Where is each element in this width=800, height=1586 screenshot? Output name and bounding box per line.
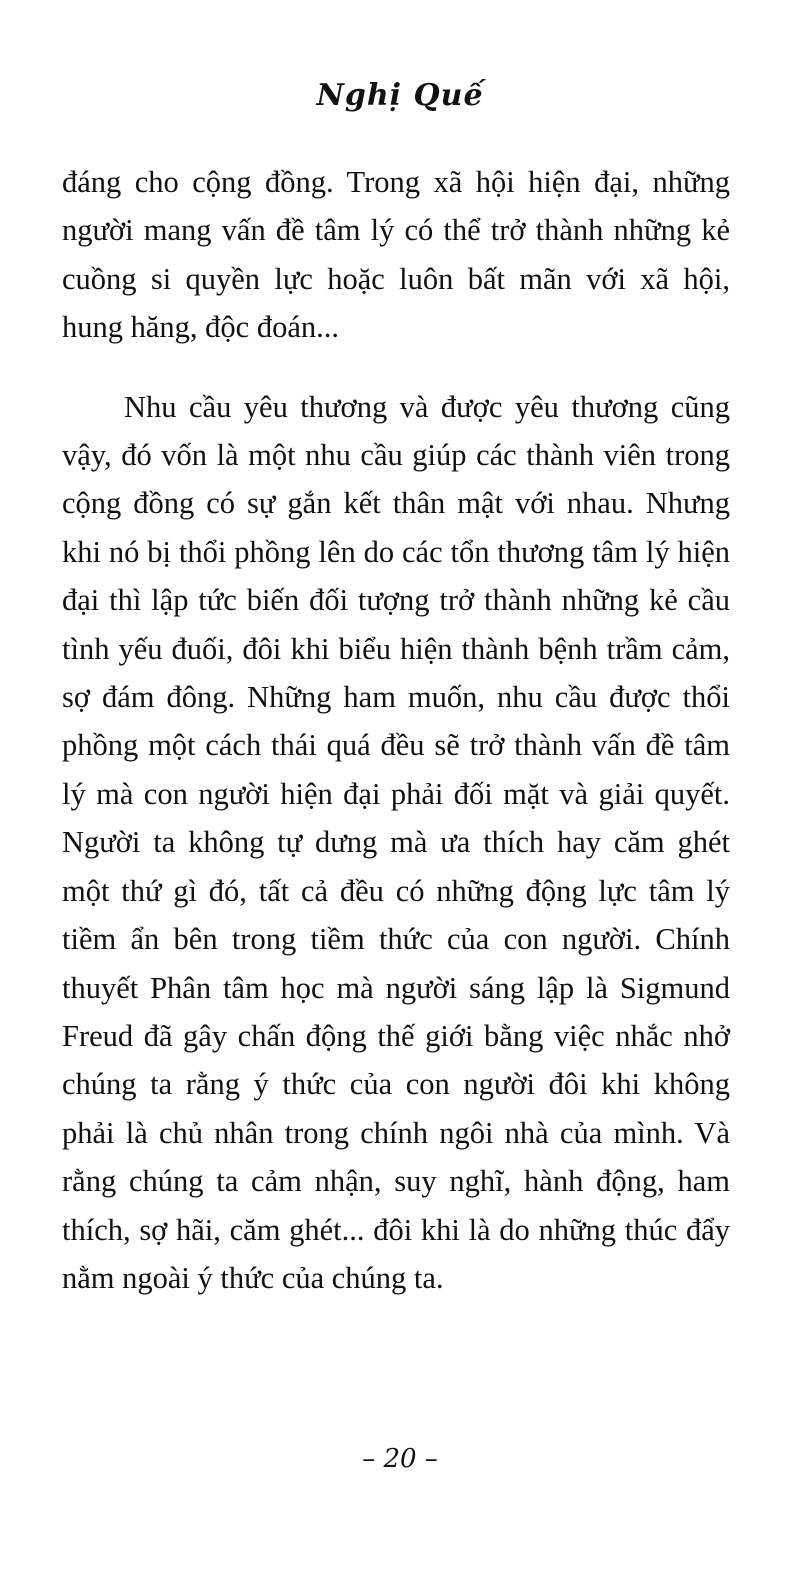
running-header-author: Nghị Quế xyxy=(316,78,484,113)
paragraph-continuation: đáng cho cộng đồng. Trong xã hội hiện đại, những người mang vấn đề tâm lý có thể trở thành những kẻ cuồng si quyền lực hoặc luôn bất mãn với xã hội, hung hăng, độc đoán... xyxy=(62,165,730,345)
paragraph: Nhu cầu yêu thương và được yêu thương cũng vậy, đó vốn là một nhu cầu giúp các thành viên trong cộng đồng có sự gắn kết thân mật với nhau. Nhưng khi nó bị thổi phồng lên do các tổn thương tâm lý hiện đại thì lập tức biến đối tượng trở thành những kẻ cầu tình yếu đuối, đôi khi biểu hiện thành bệnh trầm cảm, sợ đám đông. Những ham muốn, nhu cầu được thổi phồng một cách thái quá đều sẽ trở thành vấn đề tâm lý mà con người hiện đại phải đối mặt và giải quyết. Người ta không tự dưng mà ưa thích hay căm ghét một thứ gì đó, tất cả đều có những động lực tâm lý tiềm ẩn bên trong tiềm thức của con người. Chính thuyết Phân tâm học mà người sáng lập là Sigmund Freud đã gây chấn động thế giới bằng việc nhắc nhở chúng ta rằng ý thức của con người đôi khi không phải là chủ nhân trong chính ngôi nhà của mình. Và rằng chúng ta cảm nhận, suy nghĩ, hành động, ham thích, sợ hãi, căm ghét... đôi khi là do những thúc đẩy nằm ngoài ý thức của chúng ta. xyxy=(62,389,730,1295)
page-body xyxy=(62,158,730,1302)
page-number: – 20 – xyxy=(362,1444,438,1474)
